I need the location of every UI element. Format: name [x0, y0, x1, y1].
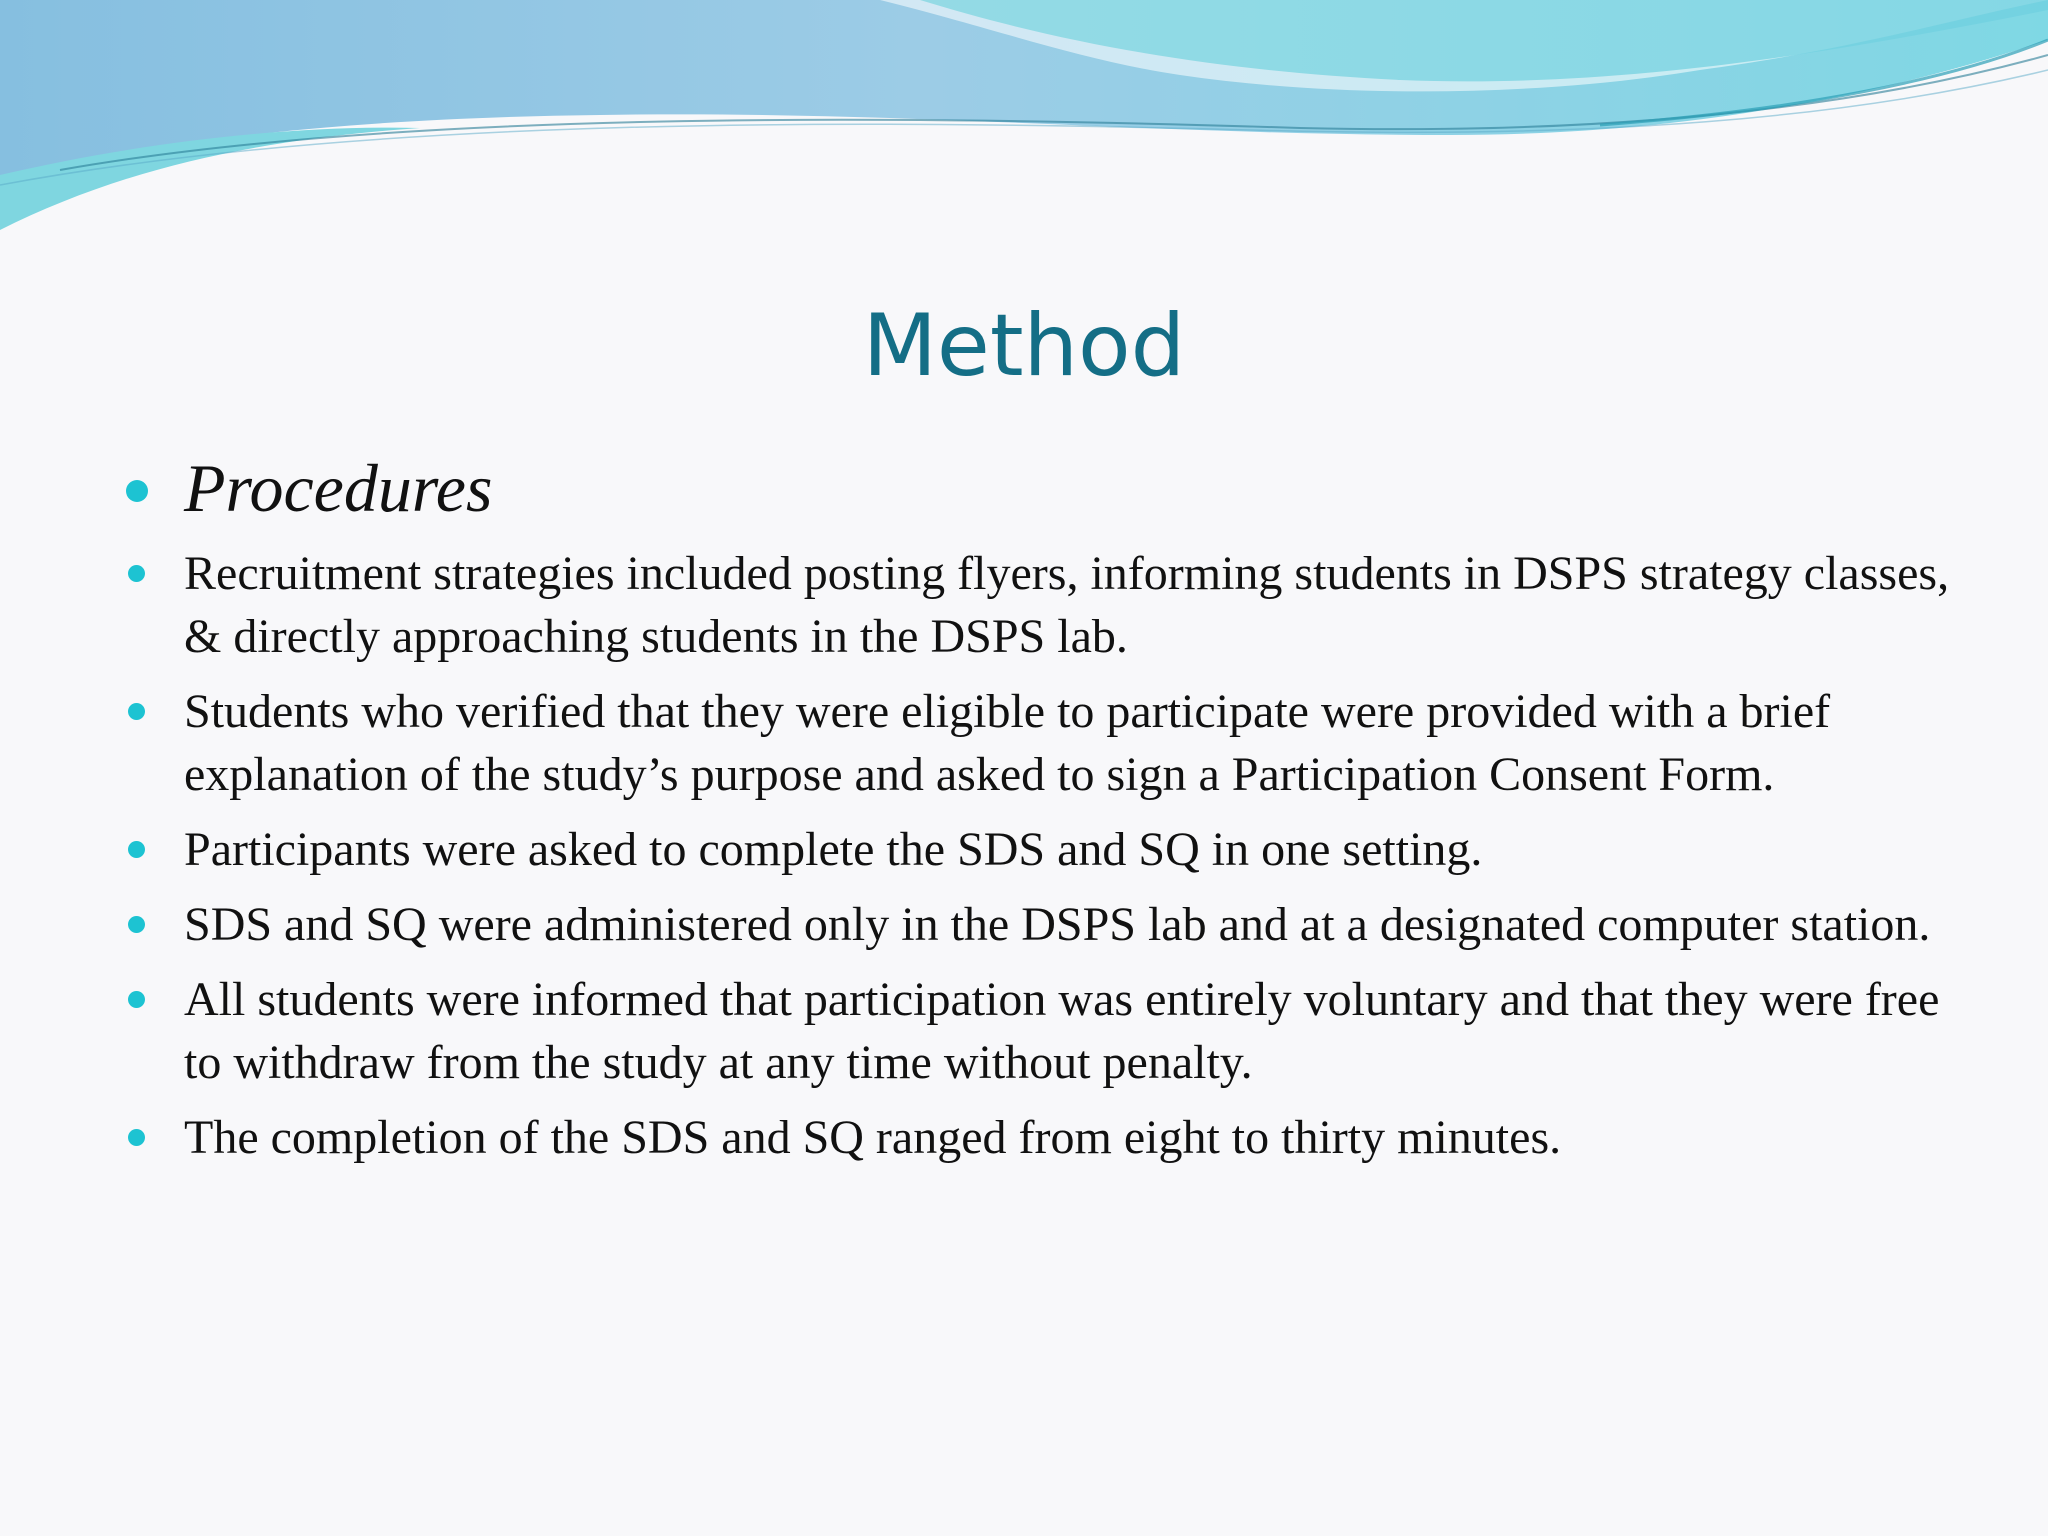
- bullet-icon: [128, 703, 145, 720]
- bullet-text: Participants were asked to complete the SDS and SQ in one setting.: [184, 823, 1483, 876]
- bullet-item: [124, 818, 1984, 881]
- bullet-item: [124, 1106, 1984, 1169]
- section-heading-text: Procedures: [184, 450, 493, 526]
- bullet-item: [124, 893, 1984, 956]
- bullet-icon: [128, 916, 145, 933]
- bullet-item: [124, 542, 1984, 668]
- bullet-icon: [128, 841, 145, 858]
- bullet-text: SDS and SQ were administered only in the DSPS lab and at a designated computer station.: [184, 898, 1931, 951]
- slide-title: Method: [862, 296, 1186, 396]
- bullet-list: [124, 448, 1984, 1181]
- bullet-icon: [126, 480, 148, 502]
- bullet-icon: [128, 991, 145, 1008]
- bullet-item: [124, 680, 1984, 806]
- bullet-text: Recruitment strategies included posting flyers, informing students in DSPS strategy classes, & directly approaching students in the DSPS lab.: [184, 547, 1950, 663]
- bullet-text: Students who verified that they were eligible to participate were provided with a brief explanation of the study’s purpose and asked to sign a Participation Consent Form.: [184, 685, 1831, 801]
- bullet-icon: [128, 565, 145, 582]
- header-wave-decoration: [0, 0, 2048, 240]
- bullet-item: [124, 968, 1984, 1094]
- section-heading: [124, 448, 1984, 528]
- bullet-text: The completion of the SDS and SQ ranged from eight to thirty minutes.: [184, 1111, 1562, 1164]
- bullet-icon: [128, 1129, 145, 1146]
- bullet-text: All students were informed that participation was entirely voluntary and that they were free to withdraw from the study at any time without penalty.: [184, 973, 1940, 1089]
